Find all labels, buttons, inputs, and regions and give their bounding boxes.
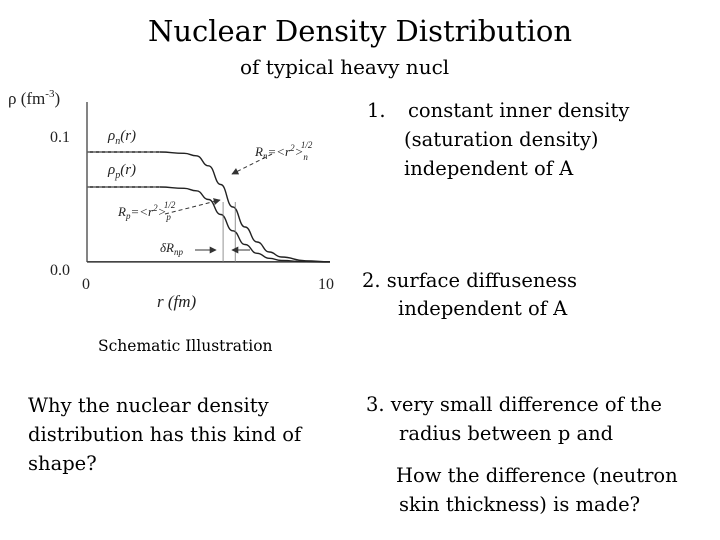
point-3-line-2: radius between p and [399, 422, 614, 445]
chart-axes [87, 102, 330, 262]
schematic-caption: Schematic Illustration [98, 337, 273, 355]
point-1-line-2: (saturation density) [404, 128, 599, 151]
point-2-line-1: 2. surface diffuseness [362, 269, 577, 292]
rp-definition-label: $R_p=<r^2>_p1/2$ [118, 200, 176, 222]
rn-definition-label: $R_n=<r^2>_n1/2$ [255, 140, 313, 162]
rho-n-label: $\rho_n(r)$ [108, 128, 137, 147]
density-chart [0, 82, 350, 322]
y-tick-label: 0.1 [50, 129, 70, 146]
y-tick-label: 0.0 [50, 262, 70, 279]
x-axis-label: r (fm) [157, 292, 197, 311]
rho-p-label: $\rho_p(r)$ [108, 162, 137, 181]
slide-title: Nuclear Density Distribution [147, 14, 573, 48]
slide-subtitle: of typical heavy nucl [240, 55, 450, 79]
proton-density-curve [87, 187, 330, 262]
x-tick-label: 10 [318, 276, 334, 293]
delta-rnp-label: $\delta R_{np}$ [160, 240, 183, 257]
point-2-line-2: independent of A [398, 297, 568, 320]
point-1-number: 1. [367, 99, 386, 122]
point-1-line-3: independent of A [404, 157, 574, 180]
question-left: Why the nuclear density distribution has this kind of shape? [28, 394, 302, 475]
question-right-line-1: How the difference (neutron [396, 464, 678, 487]
y-axis-label: ρ $(fm^{-3})$ [8, 88, 61, 108]
point-1-line-1: constant inner density [408, 99, 630, 122]
x-tick-label: 0 [82, 276, 90, 293]
point-3-line-1: 3. very small difference of the [366, 393, 662, 416]
question-right-line-2: skin thickness) is made? [399, 493, 641, 516]
